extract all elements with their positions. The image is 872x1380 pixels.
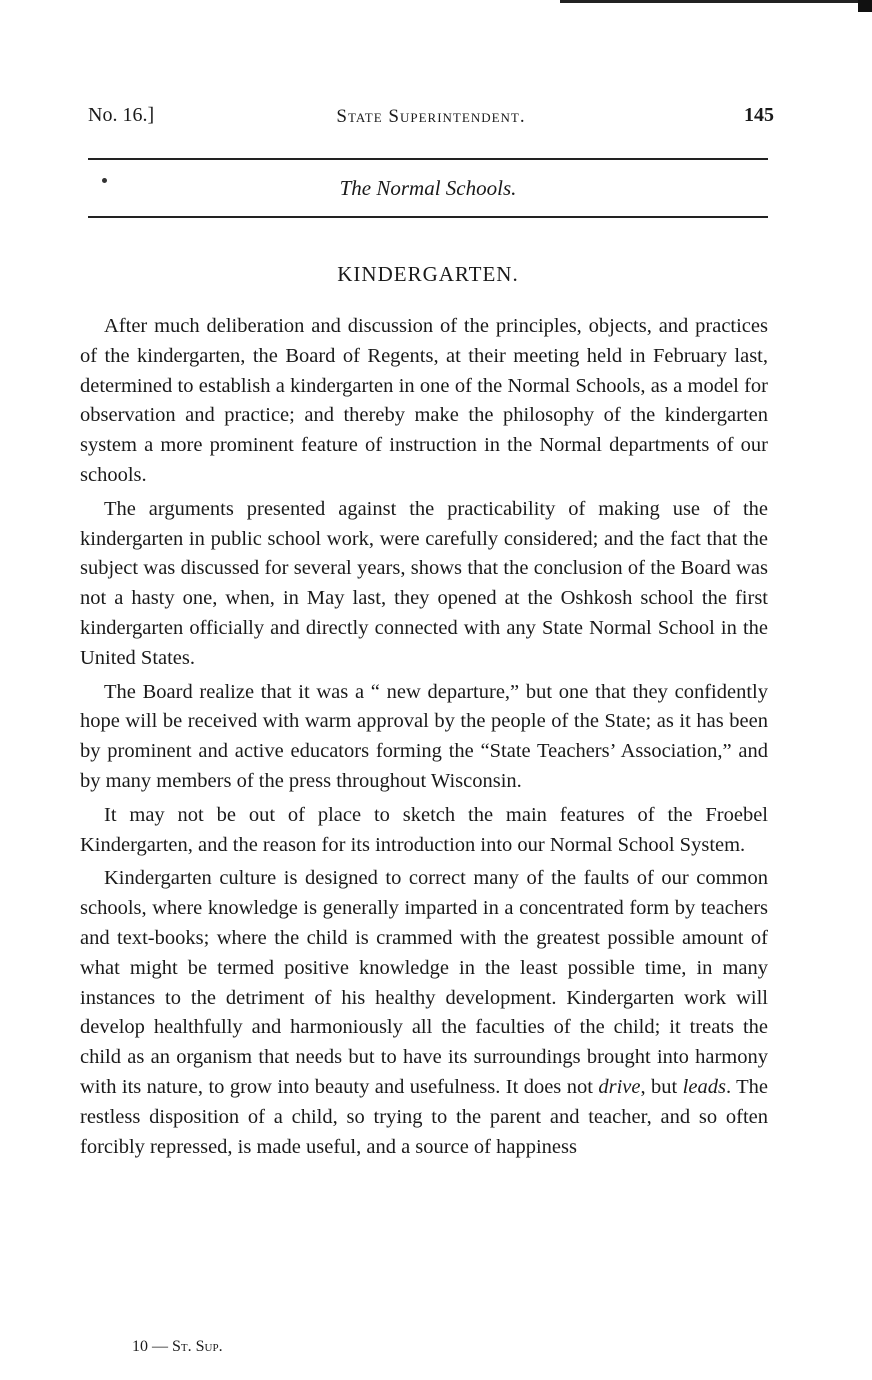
paragraph-text: . The restless disposition of a child, so trying to the parent and teacher, and so often forcibly repressed, is made useful, and a source of happiness [80,1075,768,1158]
paragraph: The Board realize that it was a “ new departure,” but one that they confidently hope will be received with warm approval by the people of the State; as it has been by prominent and active educators forming the “State Teachers’ Association,” and by many members of the press throughout Wisconsin. [80,680,768,792]
signature-abbrev: St. Sup. [172,1338,223,1355]
page-heading: KINDERGARTEN. [337,262,519,286]
top-edge-rule [560,0,872,3]
paragraph [80,864,768,1162]
running-head [88,104,774,134]
emphasis-leads: leads [682,1075,726,1098]
paragraph: After much deliberation and discussion of the principles, objects, and practices of the kindergarten, the Board of Regents, at their meeting held in February last, determined to establish a kindergarten in one of the Normal Schools, as a model for observation and practice; and thereby make the philosophy of the kindergarten system a more prominent feature of instruction in the Normal departments of our schools. [80,315,768,486]
header-rule-bottom [88,216,768,218]
document-number: No. 16.] [88,104,155,126]
corner-mark [858,0,872,12]
paragraph: The arguments presented against the practicability of making use of the kindergarten in public school work, were carefully considered; and the fact that the subject was discussed for several years, shows that the conclusion of the Board was not a hasty one, when, in May last, they opened at the Oshkosh school the first kindergarten officially and directly connected with any State Normal School in the United States. [80,497,768,669]
emphasis-drive: drive [598,1075,641,1098]
signature-mark [132,1338,223,1356]
header-rule-top [88,158,768,160]
running-head-title: State Superintendent. [336,106,526,127]
paragraph-text: Kindergarten culture is designed to correct many of the faults of our common schools, where knowledge is generally imparted in a concentrated form by teachers and text-books; where the child is crammed with the greatest possible amount of what might be termed positive knowledge in the least possible time, in many instances to the detriment of his healthy development. Kindergarten work will develop healthfully and harmoniously all the faculties of the child; it treats the child as an organism that needs but to have its surroundings brought into harmony with its nature, to grow into beauty and usefulness. It does not [80,867,768,1098]
paragraph-text: , but [640,1075,683,1098]
section-title: The Normal Schools. [339,176,517,200]
page-number: 145 [744,104,774,126]
signature-number: 10 — [132,1338,172,1355]
body-text [80,312,768,1166]
paragraph: It may not be out of place to sketch the main features of the Froebel Kindergarten, and the reason for its introduction into our Normal School System. [80,803,768,856]
